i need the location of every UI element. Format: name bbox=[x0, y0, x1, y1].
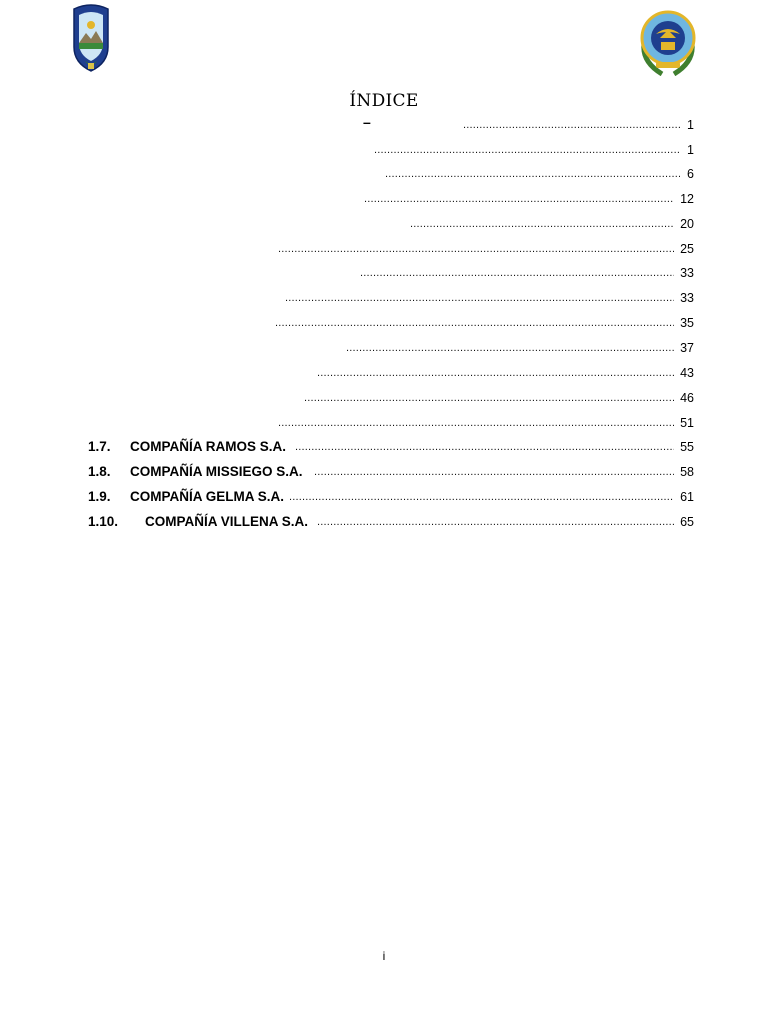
toc-page-number: 6 bbox=[687, 167, 694, 181]
toc-label: COMPAÑÍA MISSIEGO S.A. bbox=[130, 464, 303, 479]
toc-label: COMPAÑÍA GELMA S.A. bbox=[130, 489, 284, 504]
toc-page-number: 12 bbox=[680, 192, 694, 206]
dot-leader bbox=[385, 165, 680, 183]
dot-leader bbox=[463, 116, 680, 134]
toc-row[interactable] bbox=[285, 289, 694, 307]
toc-row[interactable] bbox=[275, 314, 694, 332]
toc-row[interactable] bbox=[88, 513, 694, 531]
dot-leader bbox=[317, 513, 674, 531]
university-seal-icon bbox=[70, 3, 112, 73]
toc-row[interactable] bbox=[88, 438, 694, 456]
dot-leader bbox=[275, 314, 674, 332]
toc-page-number: 25 bbox=[680, 242, 694, 256]
dot-leader bbox=[317, 364, 674, 382]
dot-leader bbox=[364, 190, 674, 208]
toc-label: COMPAÑÍA VILLENA S.A. bbox=[145, 514, 309, 529]
dot-leader bbox=[289, 488, 674, 506]
toc-page-number: 51 bbox=[680, 416, 694, 430]
toc-number: 1.9. bbox=[88, 489, 111, 504]
toc-page-number: 20 bbox=[680, 217, 694, 231]
toc-page-number: 61 bbox=[680, 490, 694, 504]
toc-page-number: 1 bbox=[687, 118, 694, 132]
toc-row[interactable] bbox=[360, 264, 694, 282]
dot-leader bbox=[314, 463, 674, 481]
toc-page-number: 65 bbox=[680, 515, 694, 529]
toc-page-number: 43 bbox=[680, 366, 694, 380]
dot-leader bbox=[304, 389, 674, 407]
dot-leader bbox=[410, 215, 674, 233]
toc-page-number: 58 bbox=[680, 465, 694, 479]
toc-page-number: 55 bbox=[680, 440, 694, 454]
toc-row[interactable] bbox=[278, 414, 694, 432]
toc-page-number: 33 bbox=[680, 266, 694, 280]
dot-leader bbox=[374, 141, 680, 159]
dot-leader bbox=[278, 414, 674, 432]
toc-row[interactable] bbox=[463, 116, 694, 134]
toc-page-number: 37 bbox=[680, 341, 694, 355]
toc-row[interactable] bbox=[410, 215, 694, 233]
toc-number: 1.8. bbox=[88, 464, 111, 479]
page-title: ÍNDICE bbox=[349, 91, 419, 111]
toc-row[interactable] bbox=[364, 190, 694, 208]
toc-label: COMPAÑÍA RAMOS S.A. bbox=[130, 439, 287, 454]
toc-page-number: 35 bbox=[680, 316, 694, 330]
toc-page-number: 1 bbox=[687, 143, 694, 157]
toc-row[interactable] bbox=[304, 389, 694, 407]
dot-leader bbox=[346, 339, 674, 357]
dot-leader bbox=[295, 438, 674, 456]
dot-leader bbox=[285, 289, 674, 307]
career-seal-icon bbox=[638, 4, 698, 76]
toc-number: 1.10. bbox=[88, 514, 119, 529]
title-dash: – bbox=[363, 114, 371, 130]
toc-row[interactable] bbox=[88, 488, 694, 506]
toc-row[interactable] bbox=[346, 339, 694, 357]
page-footer-number: i bbox=[382, 949, 386, 963]
toc-row[interactable] bbox=[374, 141, 694, 159]
toc-page-number: 46 bbox=[680, 391, 694, 405]
toc-page-number: 33 bbox=[680, 291, 694, 305]
toc-row[interactable] bbox=[278, 240, 694, 258]
toc-row[interactable] bbox=[317, 364, 694, 382]
dot-leader bbox=[278, 240, 674, 258]
toc-row[interactable] bbox=[88, 463, 694, 481]
toc-row[interactable] bbox=[385, 165, 694, 183]
toc-number: 1.7. bbox=[88, 439, 111, 454]
dot-leader bbox=[360, 264, 674, 282]
